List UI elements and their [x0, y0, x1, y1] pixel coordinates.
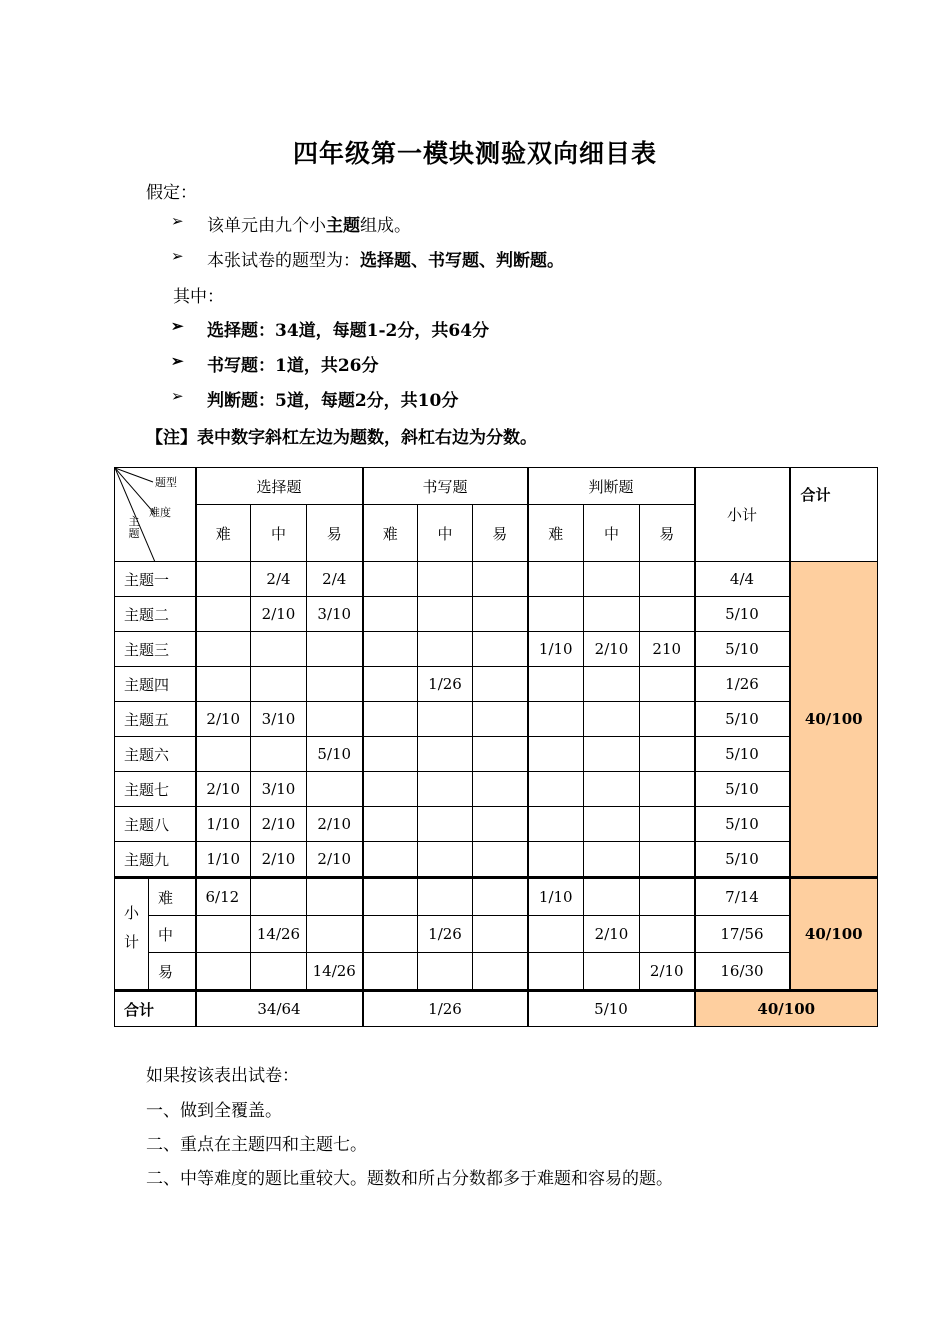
table-cell: 2/10 [196, 772, 251, 807]
topic-name: 主题九 [115, 842, 196, 878]
grand-total-judgement: 5/10 [528, 991, 695, 1027]
table-cell [418, 878, 473, 916]
level-subtotal: 7/14 [695, 878, 790, 916]
grand-total-label: 合计 [115, 991, 196, 1027]
table-cell [363, 953, 418, 991]
group-header: 判断题 [528, 468, 695, 505]
level-subtotal: 17/56 [695, 916, 790, 953]
table-cell: 2/10 [251, 807, 307, 842]
level-header: 难 [528, 505, 584, 562]
bullet-3: 选择题：34道，每题1-2分，共64分 [207, 321, 490, 341]
table-cell: 2/10 [251, 842, 307, 878]
table-row [115, 737, 878, 772]
row-subtotal: 1/26 [695, 667, 790, 702]
table-cell: 2/4 [307, 562, 363, 597]
table-cell [363, 878, 418, 916]
table-cell [363, 667, 418, 702]
table-row [115, 842, 878, 878]
table-cell [473, 772, 528, 807]
table-cell [473, 737, 528, 772]
page-title: 四年级第一模块测验双向细目表 [292, 139, 657, 168]
table-cell [584, 667, 640, 702]
arrow-bullet-icon: ➢ [171, 212, 184, 230]
table-cell [584, 953, 640, 991]
level-header: 易 [307, 505, 363, 562]
topic-name: 主题五 [115, 702, 196, 737]
table-row [115, 632, 878, 667]
grand-total-value: 40/100 [695, 991, 878, 1027]
table-cell [363, 916, 418, 953]
table-cell [640, 597, 695, 632]
arrow-bullet-icon: ➢ [171, 387, 184, 405]
table-cell [473, 562, 528, 597]
table-cell: 2/10 [584, 632, 640, 667]
table-cell [473, 878, 528, 916]
table-cell: 210 [640, 632, 695, 667]
topic-name: 主题六 [115, 737, 196, 772]
table-cell [363, 737, 418, 772]
table-cell [640, 807, 695, 842]
group-header: 选择题 [196, 468, 363, 505]
conclusion-point-2: 二、重点在主题四和主题七。 [146, 1135, 367, 1155]
table-cell [584, 807, 640, 842]
level-header: 难 [363, 505, 418, 562]
table-cell [418, 632, 473, 667]
table-row [115, 597, 878, 632]
table-cell: 2/10 [196, 702, 251, 737]
table-cell [528, 807, 584, 842]
corner-type-label: 题型 [155, 476, 177, 489]
table-cell [528, 842, 584, 878]
table-cell [251, 953, 307, 991]
table-cell [363, 702, 418, 737]
table-cell [473, 916, 528, 953]
table-cell [307, 916, 363, 953]
subtotal-row [115, 878, 878, 916]
table-cell [584, 597, 640, 632]
table-cell: 2/10 [307, 842, 363, 878]
topics-total: 40/100 [790, 562, 878, 878]
table-cell: 3/10 [307, 597, 363, 632]
table-cell [528, 562, 584, 597]
table-row [115, 702, 878, 737]
table-cell [528, 667, 584, 702]
table-cell [196, 916, 251, 953]
table-cell: 1/10 [528, 632, 584, 667]
table-cell [363, 632, 418, 667]
table-cell [363, 842, 418, 878]
topic-rows [115, 562, 878, 878]
table-cell: 2/10 [584, 916, 640, 953]
table-cell [196, 737, 251, 772]
table-cell [418, 772, 473, 807]
table-cell [528, 953, 584, 991]
table-row [115, 772, 878, 807]
table-row [115, 807, 878, 842]
table-cell [640, 562, 695, 597]
table-cell [528, 597, 584, 632]
table-cell [473, 807, 528, 842]
table-cell [251, 737, 307, 772]
table-cell [363, 562, 418, 597]
level-subtotal: 16/30 [695, 953, 790, 991]
table-cell: 2/10 [251, 597, 307, 632]
level-header: 易 [473, 505, 528, 562]
arrow-bullet-icon: ➢ [171, 247, 184, 265]
subtotal-row [115, 916, 878, 953]
table-cell [251, 667, 307, 702]
arrow-bullet-icon: ➢ [171, 352, 184, 370]
table-cell [473, 597, 528, 632]
table-cell [584, 842, 640, 878]
table-cell: 6/12 [196, 878, 251, 916]
table-cell [418, 953, 473, 991]
conclusion-point-1: 一、做到全覆盖。 [146, 1101, 282, 1121]
conclusion-point-3: 二、中等难度的题比重较大。题数和所占分数都多于难题和容易的题。 [146, 1169, 673, 1189]
table-cell [418, 807, 473, 842]
table-cell [196, 562, 251, 597]
table-cell [418, 737, 473, 772]
table-cell [363, 807, 418, 842]
table-cell [307, 702, 363, 737]
note: 【注】表中数字斜杠左边为题数，斜杠右边为分数。 [146, 428, 537, 448]
assume-label: 假定： [146, 183, 197, 203]
table-cell [251, 632, 307, 667]
level-header: 中 [418, 505, 473, 562]
table-cell: 5/10 [307, 737, 363, 772]
table-cell [528, 772, 584, 807]
grand-total-row [115, 991, 878, 1027]
table-cell: 2/10 [640, 953, 695, 991]
row-subtotal: 5/10 [695, 737, 790, 772]
topic-name: 主题一 [115, 562, 196, 597]
table-cell [307, 772, 363, 807]
table-cell [640, 667, 695, 702]
level-header: 中 [584, 505, 640, 562]
table-cell [473, 702, 528, 737]
table-cell [196, 597, 251, 632]
table-cell [418, 562, 473, 597]
table-cell [418, 842, 473, 878]
table-cell [584, 702, 640, 737]
conclusion-intro: 如果按该表出试卷： [146, 1066, 299, 1086]
topic-name: 主题七 [115, 772, 196, 807]
topic-name: 主题四 [115, 667, 196, 702]
table-cell [528, 737, 584, 772]
table-cell: 3/10 [251, 772, 307, 807]
total-header: 合计 [790, 468, 878, 562]
topic-name: 主题八 [115, 807, 196, 842]
table-cell [528, 702, 584, 737]
table-cell: 1/10 [196, 807, 251, 842]
grand-total-writing: 1/26 [363, 991, 528, 1027]
table-cell [196, 953, 251, 991]
level-name: 中 [149, 916, 196, 953]
table-cell [363, 597, 418, 632]
bullet-1: 该单元由九个小主题组成。 [207, 216, 411, 236]
levels-total: 40/100 [790, 878, 878, 991]
table-cell [640, 737, 695, 772]
table-cell [584, 562, 640, 597]
row-subtotal: 5/10 [695, 842, 790, 878]
table-cell: 14/26 [251, 916, 307, 953]
table-cell [640, 702, 695, 737]
subtotal-header: 小计 [695, 468, 790, 562]
table-cell [640, 842, 695, 878]
level-header: 难 [196, 505, 251, 562]
among-label: 其中： [173, 287, 224, 307]
table-cell [307, 632, 363, 667]
row-subtotal: 4/4 [695, 562, 790, 597]
bullet-4: 书写题：1道，共26分 [207, 356, 379, 376]
table-cell [196, 667, 251, 702]
table-cell [584, 737, 640, 772]
level-name: 难 [149, 878, 196, 916]
table-cell [418, 702, 473, 737]
table-cell: 3/10 [251, 702, 307, 737]
table-cell: 2/10 [307, 807, 363, 842]
table-cell [473, 842, 528, 878]
row-subtotal: 5/10 [695, 772, 790, 807]
topic-name: 主题三 [115, 632, 196, 667]
table-cell [363, 772, 418, 807]
table-cell [418, 597, 473, 632]
level-name: 易 [149, 953, 196, 991]
table-cell [640, 772, 695, 807]
subtotal-rows [115, 878, 878, 991]
row-subtotal: 5/10 [695, 702, 790, 737]
table-row [115, 562, 878, 597]
table-cell [307, 667, 363, 702]
table-cell: 2/4 [251, 562, 307, 597]
arrow-bullet-icon: ➢ [171, 317, 184, 335]
table-cell [307, 878, 363, 916]
table-cell: 1/10 [196, 842, 251, 878]
bullet-2: 本张试卷的题型为：选择题、书写题、判断题。 [207, 251, 564, 271]
row-subtotal: 5/10 [695, 632, 790, 667]
spec-table [114, 467, 878, 1027]
table-cell: 1/26 [418, 667, 473, 702]
table-cell [640, 878, 695, 916]
table-cell [196, 632, 251, 667]
table-row [115, 667, 878, 702]
topic-name: 主题二 [115, 597, 196, 632]
subtotal-label: 小计 [115, 878, 149, 991]
table-cell [473, 953, 528, 991]
level-header: 中 [251, 505, 307, 562]
grand-total-choice: 34/64 [196, 991, 363, 1027]
table-cell [251, 878, 307, 916]
corner-difficulty-label: 难度 [149, 506, 171, 519]
table-cell [640, 916, 695, 953]
table-cell [473, 632, 528, 667]
table-cell [584, 878, 640, 916]
table-cell: 1/10 [528, 878, 584, 916]
row-subtotal: 5/10 [695, 807, 790, 842]
row-subtotal: 5/10 [695, 597, 790, 632]
corner-header [115, 468, 196, 562]
corner-topic-label: 主题 [128, 515, 140, 540]
table-cell [584, 772, 640, 807]
table-cell [473, 667, 528, 702]
table-cell [528, 916, 584, 953]
table-cell: 14/26 [307, 953, 363, 991]
table-cell: 1/26 [418, 916, 473, 953]
bullet-5: 判断题：5道，每题2分，共10分 [207, 391, 459, 411]
level-header: 易 [640, 505, 695, 562]
subtotal-row [115, 953, 878, 991]
group-header: 书写题 [363, 468, 528, 505]
